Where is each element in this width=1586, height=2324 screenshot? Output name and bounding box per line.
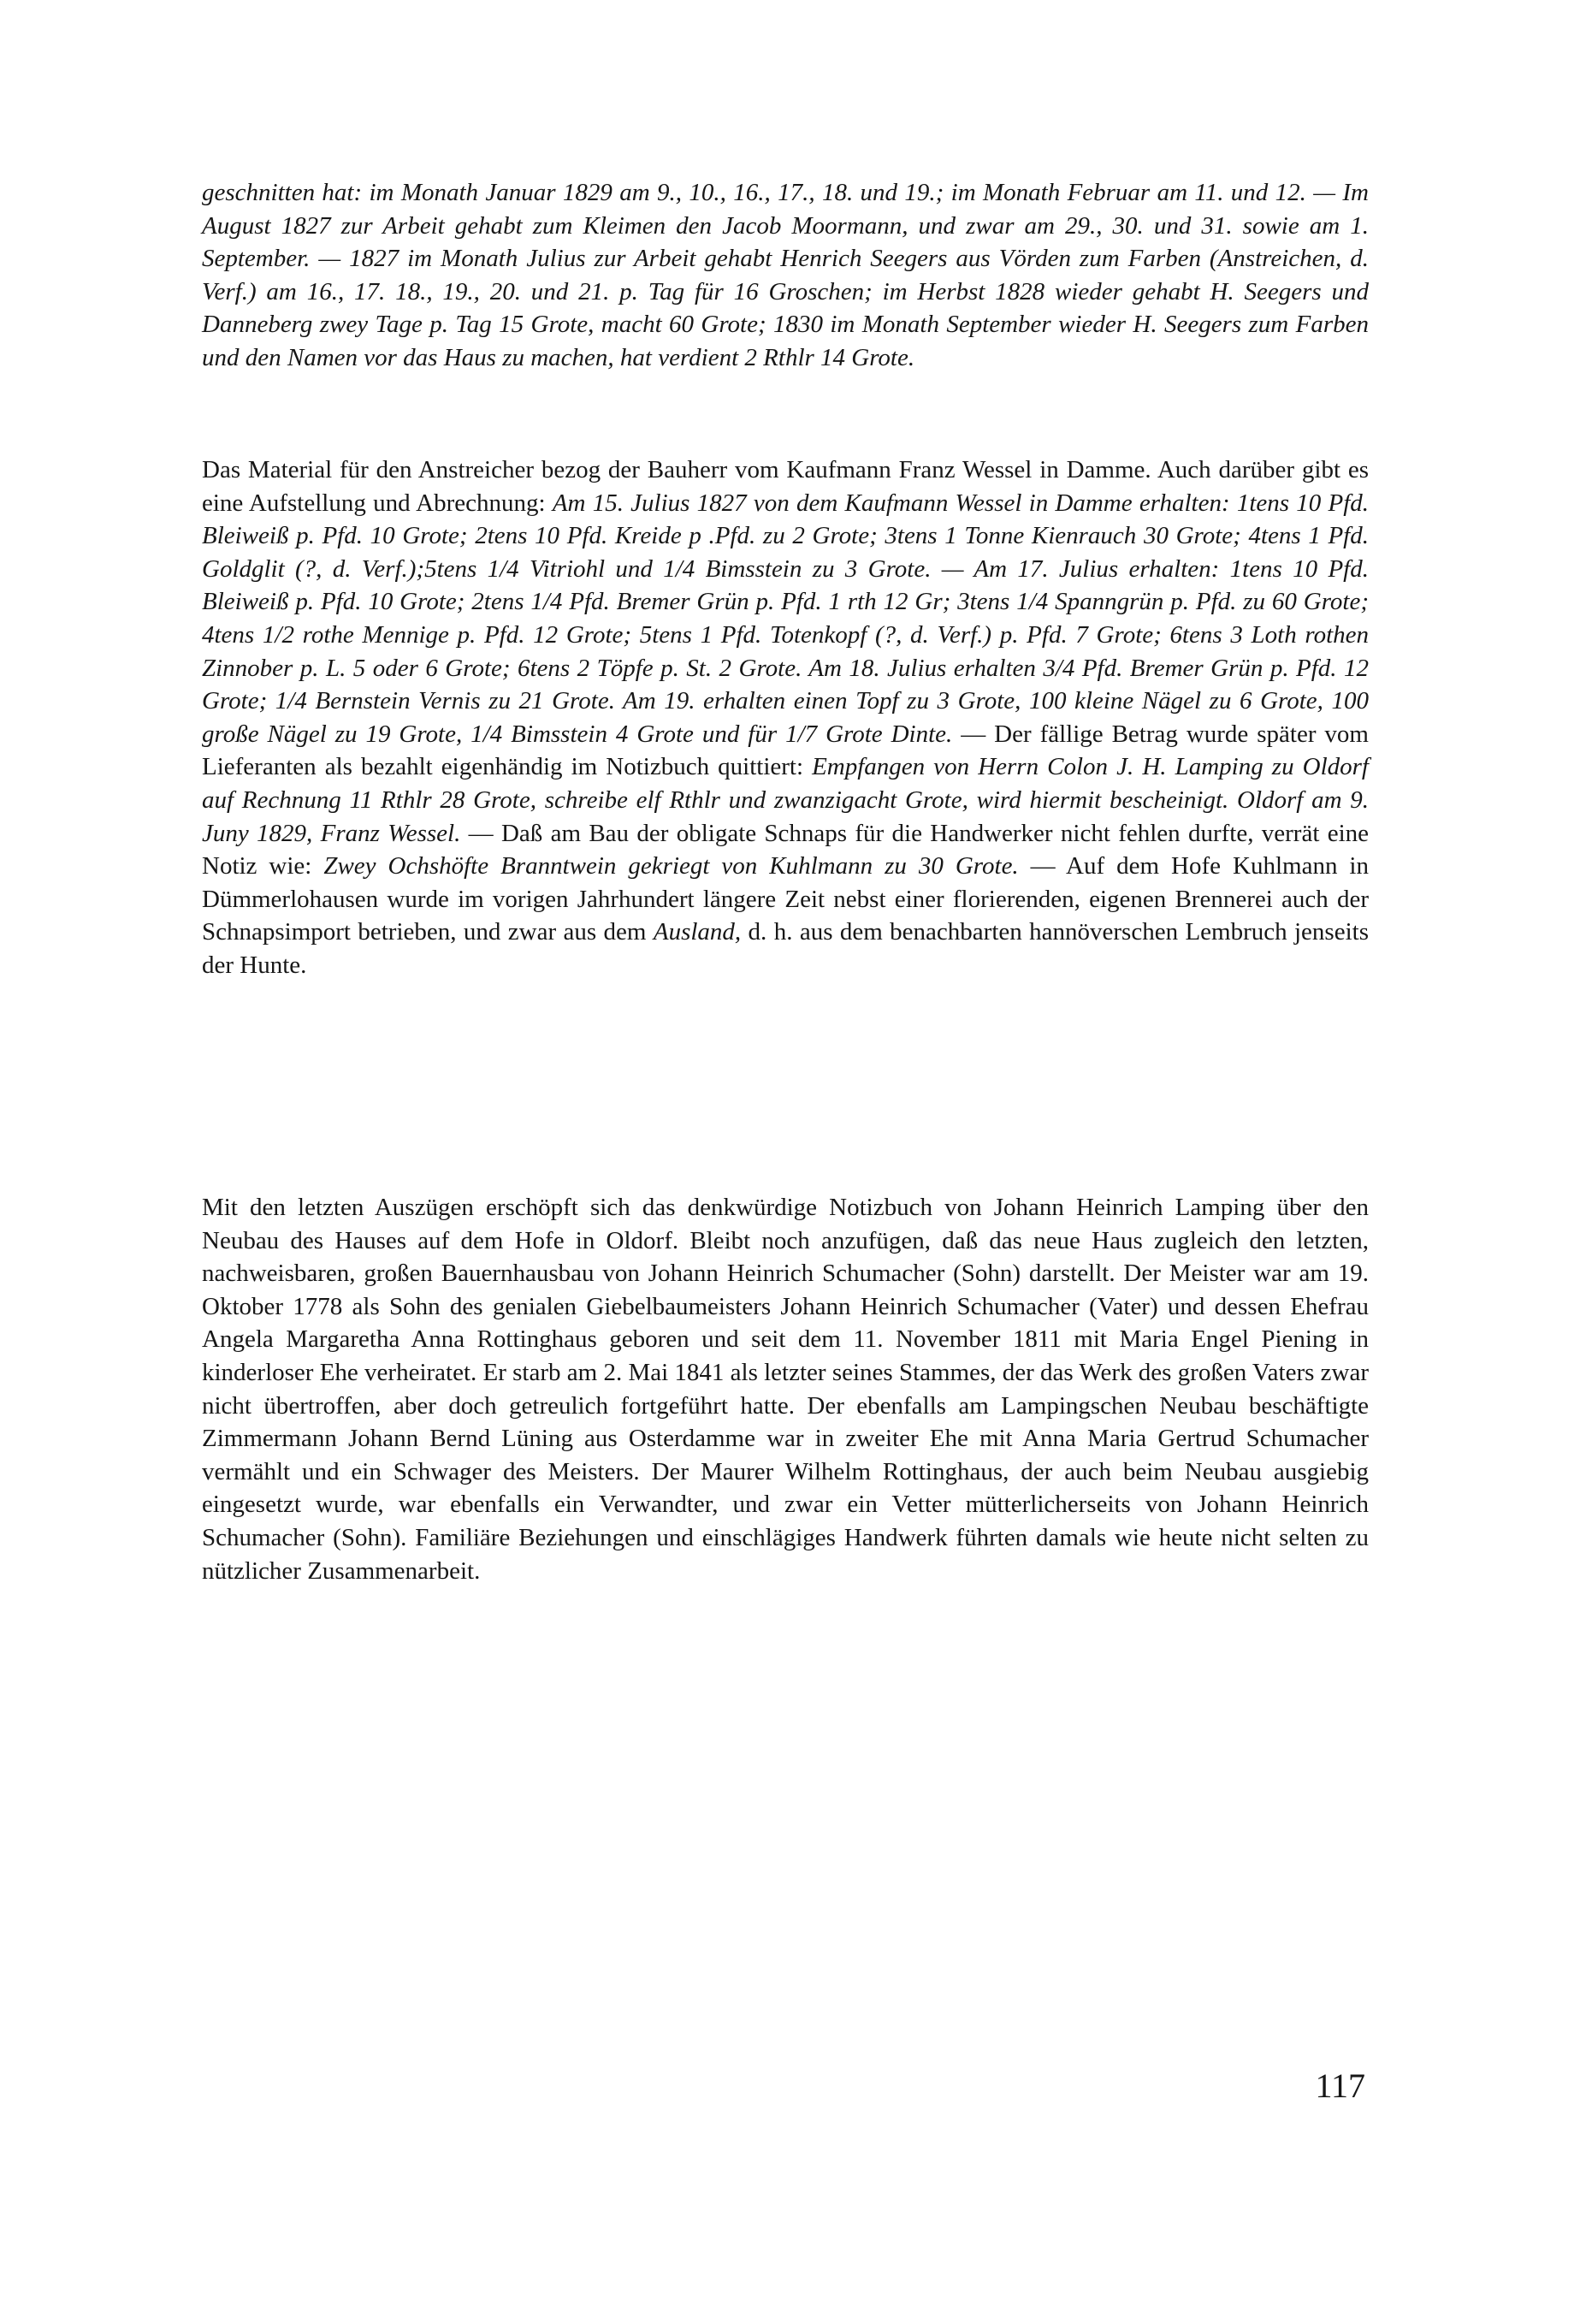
quoted-material-list: Am 15. Julius 1827 von dem Kaufmann Wessel in Damme erhalten: 1tens 10 Pfd. Bleiweiß p. Pfd. 10 Grote; 2tens 10 Pfd. Kreide p .Pfd. zu 2 Grote; 3tens 1 Tonne Kienrauch 30 Grote; 4tens 1 Pfd. Goldglit (?, d. Verf.);5tens 1/4 Vitriohl und 1/4 Bimsstein zu 3 Grote. — Am 17. Julius erhalten: 1tens 10 Pfd. Bleiweiß p. Pfd. 10 Grote; 2tens 1/4 Pfd. Bremer Grün p. Pfd. 1 rth 12 Gr; 3tens 1/4 Spanngrün p. Pfd. zu 60 Grote; 4tens 1/2 rothe Mennige p. Pfd. 12 Grote; 5tens 1 Pfd. Totenkopf (?, d. Verf.) p. Pfd. 7 Grote; 6tens 3 Loth rothen Zinnober p. L. 5 oder 6 Grote; 6tens 2 Töpfe p. St. 2 Grote. Am 18. Julius erhalten 3/4 Pfd. Bremer Grün p. Pfd. 12 Grote; 1/4 Bernstein Vernis zu 21 Grote. Am 19. erhalten einen Topf zu 3 Grote, 100 kleine Nägel zu 6 Grote, 100 große Nägel zu 19 Grote, 1/4 Bimsstein 4 Grote und für 1/7 Grote Dinte. — [202, 489, 1369, 748]
paragraph-conclusion — [202, 1191, 1369, 1587]
quoted-note-brandy: Zwey Ochshöfte Branntwein gekriegt von Kuhlmann zu 30 Grote. — [323, 852, 1019, 880]
paragraph-material — [202, 454, 1369, 982]
quoted-receipt: Empfangen von Herrn Colon J. H. Lamping zu Oldorf auf Rechnung 11 Rthlr 28 Grote, schreibe elf Rthlr und zwanzigacht Grote, wird hiermit bescheinigt. Oldorf am 9. Juny 1829, Franz Wessel. — [202, 753, 1369, 847]
page-number: 117 — [1315, 2066, 1365, 2105]
text-run: — Daß am Bau der obligate Schnaps für die Handwerker nicht fehlen durfte, verrät eine Notiz wie: — [202, 819, 1369, 880]
paragraph-2 — [202, 454, 1369, 982]
emphasis-ausland: Ausland, — [653, 918, 742, 946]
paragraph-3: Mit den letzten Auszügen erschöpft sich das denkwürdige Notizbuch von Johann Heinrich Lamping über den Neubau des Hauses auf dem Hofe in Oldorf. Bleibt noch anzufügen, daß das neue Haus zugleich den letzten, nachweisbaren, großen Bauernhausbau von Johann Heinrich Schumacher (Sohn) darstellt. Der Meister war am 19. Oktober 1778 als Sohn des genialen Giebelbaumeisters Johann Heinrich Schumacher (Vater) und dessen Ehefrau Angela Margaretha Anna Rottinghaus geboren und seit dem 11. November 1811 mit Maria Engel Piening in kinderloser Ehe verheiratet. Er starb am 2. Mai 1841 als letzter seines Stammes, der das Werk des großen Vaters zwar nicht übertroffen, aber doch getreulich fortgeführt hatte. Der ebenfalls am Lampingschen Neubau beschäftigte Zimmermann Johann Bernd Lüning aus Osterdamme war in zweiter Ehe mit Anna Maria Gertrud Schumacher vermählt und ein Schwager des Meisters. Der Maurer Wilhelm Rottinghaus, der auch beim Neubau ausgiebig eingesetzt wurde, war ebenfalls ein Verwandter, und zwar ein Vetter mütterlicherseits von Johann Heinrich Schumacher (Sohn). Familiäre Beziehungen und einschlägiges Handwerk führten damals wie heute nicht selten zu nützlicher Zusammenarbeit. — [202, 1194, 1369, 1585]
text-run: — Der fällige Betrag wurde später vom Lieferanten als bezahlt eigenhändig im Notizbuch quittiert: — [202, 720, 1369, 781]
text-run: Das Material für den Anstreicher bezog der Bauherr vom Kaufmann Franz Wessel in Damme. Auch darüber gibt es eine Aufstellung und Abrechnung: — [202, 456, 1369, 517]
paragraph-quote: geschnitten hat: im Monath Januar 1829 am 9., 10., 16., 17., 18. und 19.; im Monath Februar am 11. und 12. — Im August 1827 zur Arbeit gehabt zum Kleimen den Jacob Moormann, und zwar am 29., 30. und 31. sowie am 1. September. — 1827 im Monath Julius zur Arbeit gehabt Henrich Seegers aus Vörden zum Farben (Anstreichen, d. Verf.) am 16., 17. 18., 19., 20. und 21. p. Tag für 16 Groschen; im Herbst 1828 wieder gehabt H. Seegers und Danneberg zwey Tage p. Tag 15 Grote, macht 60 Grote; 1830 im Monath September wieder H. Seegers zum Farben und den Namen vor das Haus zu machen, hat verdient 2 Rthlr 14 Grote. — [202, 179, 1369, 371]
quoted-notebook-excerpt — [202, 176, 1369, 375]
text-run: — Auf dem Hofe Kuhlmann in Dümmerlohausen wurde im vorigen Jahrhundert längere Zeit nebst einer florierenden, eigenen Brennerei auch der Schnapsimport betrieben, und zwar aus dem — [202, 852, 1369, 946]
text-run: d. h. aus dem benachbarten hannöverschen Lembruch jenseits der Hunte. — [202, 918, 1369, 979]
